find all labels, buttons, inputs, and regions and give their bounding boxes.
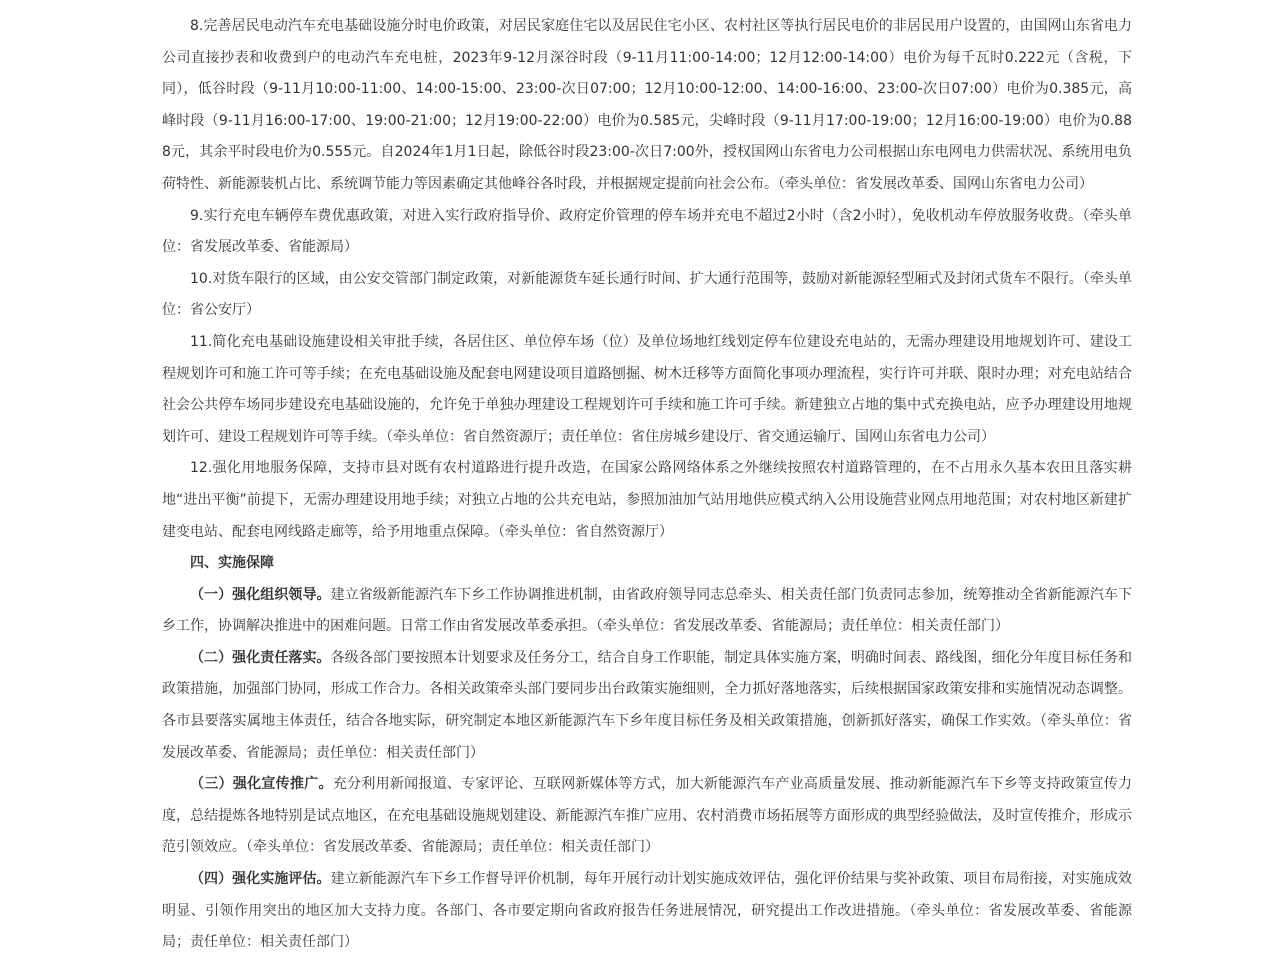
section-item-evaluation	[162, 864, 1132, 959]
item-body: 建立省级新能源汽车下乡工作协调推进机制，由省政府领导同志总牵头、相关责任部门负责同志参加，统筹推动全省新能源汽车下乡工作，协调解决推进中的困难问题。日常工作由省发展改革委承担。（牵头单位：省发展改革委、省能源局；责任单位：相关责任部门）	[162, 586, 1132, 635]
section-item-publicity	[162, 769, 1132, 864]
section-item-organization	[162, 580, 1132, 643]
item-title: （四）强化实施评估。	[190, 871, 331, 888]
article-body	[162, 11, 1132, 959]
paragraph-11: 11.简化充电基础设施建设相关审批手续，各居住区、单位停车场（位）及单位场地红线划定停车位建设充电站的，无需办理建设用地规划许可、建设工程规划许可和施工许可等手续；在充电基础设施及配套电网建设项目道路刨掘、树木迁移等方面简化事项办理流程，实行许可并联、限时办理；对充电站结合社会公共停车场同步建设充电基础设施的，允许免于单独办理建设工程规划许可手续和施工许可手续。新建独立占地的集中式充换电站，应予办理建设用地规划许可、建设工程规划许可等手续。（牵头单位：省自然资源厅；责任单位：省住房城乡建设厅、省交通运输厅、国网山东省电力公司）	[162, 333, 1132, 445]
section-heading: 四、实施保障	[190, 555, 274, 572]
paragraph-12: 12.强化用地服务保障，支持市县对既有农村道路进行提升改造，在国家公路网络体系之外继续按照农村道路管理的，在不占用永久基本农田且落实耕地“进出平衡”前提下，无需办理建设用地手续；对独立占地的公共充电站，参照加油加气站用地供应模式纳入公用设施营业网点用地范围；对农村地区新建扩建变电站、配套电网线路走廊等，给予用地重点保障。（牵头单位：省自然资源厅）	[162, 460, 1132, 540]
paragraph-9: 9.实行充电车辆停车费优惠政策，对进入实行政府指导价、政府定价管理的停车场并充电不超过2小时（含2小时），免收机动车停放服务收费。（牵头单位：省发展改革委、省能源局）	[162, 207, 1132, 256]
item-body: 各级各部门要按照本计划要求及任务分工，结合自身工作职能，制定具体实施方案，明确时间表、路线图，细化分年度目标任务和政策措施，加强部门协同，形成工作合力。各相关政策牵头部门要同步出台政策实施细则，全力抓好落地落实，后续根据国家政策安排和实施情况动态调整。各市县要落实属地主体责任，结合各地实际，研究制定本地区新能源汽车下乡年度目标任务及相关政策措施，创新抓好落实，确保工作实效。（牵头单位：省发展改革委、省能源局；责任单位：相关责任部门）	[162, 649, 1132, 761]
item-body: 充分利用新闻报道、专家评论、互联网新媒体等方式，加大新能源汽车产业高质量发展、推动新能源汽车下乡等支持政策宣传力度，总结提炼各地特别是试点地区，在充电基础设施规划建设、新能源汽车推广应用、农村消费市场拓展等方面形成的典型经验做法，及时宣传推介，形成示范引领效应。（牵头单位：省发展改革委、省能源局；责任单位：相关责任部门）	[162, 776, 1133, 856]
paragraph-8: 8.完善居民电动汽车充电基础设施分时电价政策，对居民家庭住宅以及居民住宅小区、农村社区等执行居民电价的非居民用户设置的，由国网山东省电力公司直接抄表和收费到户的电动汽车充电桩，2023年9-12月深谷时段（9-11月11:00-14:00；12月12:00-14:00）电价为每千瓦时0.222元（含税，下同），低谷时段（9-11月10:00-11:00、14:00-15:00、23:00-次日07:00；12月10:00-12:00、14:00-16:00、23:00-次日07:00）电价为0.385元，高峰时段（9-11月16:00-17:00、19:00-21:00；12月19:00-22:00）电价为0.585元，尖峰时段（9-11月17:00-19:00；12月16:00-19:00）电价为0.888元，其余平时段电价为0.555元。自2024年1月1日起，除低谷时段23:00-次日7:00外，授权国网山东省电力公司根据山东电网电力供需状况、系统用电负荷特性、新能源装机占比、系统调节能力等因素确定其他峰谷各时段，并根据规定提前向社会公布。（牵头单位：省发展改革委、国网山东省电力公司）	[162, 18, 1132, 192]
item-title: （二）强化责任落实。	[190, 649, 331, 666]
item-title: （一）强化组织领导。	[190, 586, 331, 603]
paragraph-10: 10.对货车限行的区域，由公安交管部门制定政策，对新能源货车延长通行时间、扩大通行范围等，鼓励对新能源轻型厢式及封闭式货车不限行。（牵头单位：省公安厅）	[162, 270, 1132, 319]
item-title: （三）强化宣传推广。	[190, 776, 333, 793]
item-body: 建立新能源汽车下乡工作督导评价机制，每年开展行动计划实施成效评估，强化评价结果与奖补政策、项目布局衔接，对实施成效明显、引领作用突出的地区加大支持力度。各部门、各市要定期向省政府报告任务进展情况，研究提出工作改进措施。（牵头单位：省发展改革委、省能源局；责任单位：相关责任部门）	[162, 871, 1132, 951]
section-item-responsibility	[162, 643, 1132, 769]
